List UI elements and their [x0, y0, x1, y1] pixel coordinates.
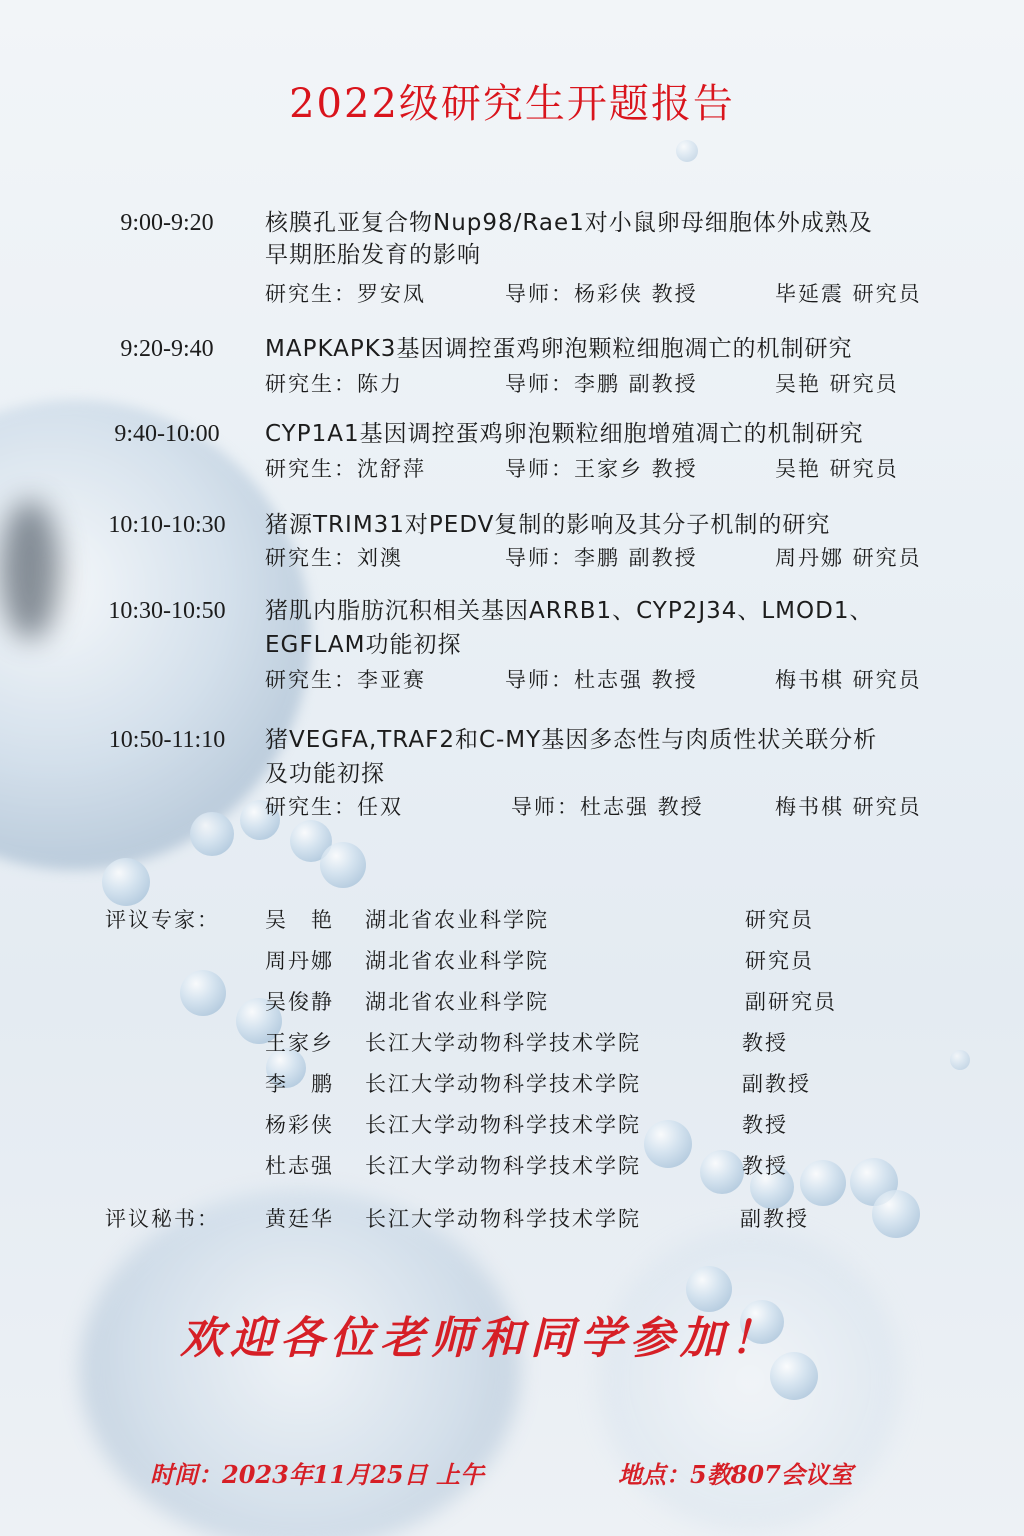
- expert-institution: 湖北省农业科学院: [365, 990, 549, 1014]
- session-title-line: 猪肌内脂肪沉积相关基因ARRB1、CYP2J34、LMOD1、: [265, 598, 874, 624]
- molecule-sphere: [320, 842, 366, 888]
- expert-title: 副研究员: [745, 990, 837, 1014]
- session-time: 10:50-11:10: [108, 727, 226, 753]
- session-title-line: CYP1A1基因调控蛋鸡卵泡颗粒细胞增殖凋亡的机制研究: [265, 421, 864, 447]
- session-people: [265, 664, 965, 698]
- expert-name: 吴 艳: [265, 908, 334, 932]
- event-location: 地点：5教807会议室: [618, 1460, 853, 1489]
- expert-name: 杨彩侠: [265, 1113, 334, 1137]
- expert-row: [0, 986, 1024, 1020]
- student: 研究生：刘澳: [265, 546, 403, 570]
- expert-name: 王家乡: [265, 1031, 334, 1055]
- expert-title: 研究员: [745, 908, 814, 932]
- student: 研究生：李亚赛: [265, 668, 426, 692]
- page-title: 2022级研究生开题报告: [289, 81, 735, 127]
- footer-info: [150, 1455, 950, 1495]
- molecule-sphere: [102, 858, 150, 906]
- expert-row: [0, 1068, 1024, 1102]
- secretary-label: 评议秘书：: [105, 1207, 220, 1231]
- expert-name: 李 鹏: [265, 1072, 334, 1096]
- event-time: 时间：2023年11月25日 上午: [150, 1460, 484, 1489]
- expert-row: [0, 1150, 1024, 1184]
- expert-name: 周丹娜: [265, 949, 334, 973]
- co-advisor: 周丹娜 研究员: [775, 546, 922, 570]
- session-people: [265, 453, 965, 487]
- expert-institution: 湖北省农业科学院: [365, 949, 549, 973]
- expert-institution: 湖北省农业科学院: [365, 908, 549, 932]
- advisor: 导师：李鹏 副教授: [505, 546, 698, 570]
- co-advisor: 吴艳 研究员: [775, 372, 899, 396]
- session-people: [265, 791, 965, 825]
- expert-title: 教授: [742, 1154, 788, 1178]
- expert-title: 教授: [742, 1113, 788, 1137]
- expert-row: [0, 1109, 1024, 1143]
- session-time: 9:20-9:40: [120, 336, 214, 362]
- session-title-line: 猪源TRIM31对PEDV复制的影响及其分子机制的研究: [265, 512, 831, 538]
- experts-label: 评议专家：: [105, 908, 220, 932]
- co-advisor: 梅书棋 研究员: [775, 795, 922, 819]
- session-time: 9:00-9:20: [120, 210, 214, 236]
- expert-institution: 长江大学动物科学技术学院: [365, 1072, 641, 1096]
- expert-title: 研究员: [745, 949, 814, 973]
- expert-institution: 长江大学动物科学技术学院: [365, 1031, 641, 1055]
- student: 研究生：任双: [265, 795, 403, 819]
- secretary-institution: 长江大学动物科学技术学院: [365, 1207, 641, 1231]
- session-title-line: 早期胚胎发育的影响: [265, 242, 481, 268]
- molecule-sphere: [190, 812, 234, 856]
- expert-name: 杜志强: [265, 1154, 334, 1178]
- molecule-sphere: [676, 140, 698, 162]
- background-blur-sphere: [0, 500, 60, 640]
- expert-institution: 长江大学动物科学技术学院: [365, 1113, 641, 1137]
- session-people: [265, 278, 965, 312]
- expert-title: 教授: [742, 1031, 788, 1055]
- welcome-message: 欢迎各位老师和同学参加！: [180, 1313, 780, 1364]
- session-people: [265, 368, 965, 402]
- session-time: 10:30-10:50: [108, 598, 226, 624]
- secretary-row: [0, 1203, 1024, 1237]
- advisor: 导师：王家乡 教授: [505, 457, 698, 481]
- expert-row: [0, 1027, 1024, 1061]
- session-title-line: 猪VEGFA,TRAF2和C-MY基因多态性与肉质性状关联分析: [265, 727, 878, 753]
- secretary-name: 黄廷华: [265, 1207, 334, 1231]
- co-advisor: 吴艳 研究员: [775, 457, 899, 481]
- advisor: 导师：杨彩侠 教授: [505, 282, 698, 306]
- session-title-line: EGFLAM功能初探: [265, 632, 462, 658]
- session-people: [265, 542, 965, 576]
- session-title-line: MAPKAPK3基因调控蛋鸡卵泡颗粒细胞凋亡的机制研究: [265, 336, 853, 362]
- expert-name: 吴俊静: [265, 990, 334, 1014]
- advisor: 导师：杜志强 教授: [511, 795, 704, 819]
- session-title-line: 及功能初探: [265, 761, 385, 787]
- advisor: 导师：杜志强 教授: [505, 668, 698, 692]
- co-advisor: 毕延震 研究员: [775, 282, 922, 306]
- session-time: 9:40-10:00: [114, 421, 220, 447]
- advisor: 导师：李鹏 副教授: [505, 372, 698, 396]
- expert-row: [0, 945, 1024, 979]
- expert-title: 副教授: [742, 1072, 811, 1096]
- expert-row: [0, 904, 1024, 938]
- session-title-line: 核膜孔亚复合物Nup98/Rae1对小鼠卵母细胞体外成熟及: [265, 210, 873, 236]
- session-time: 10:10-10:30: [108, 512, 226, 538]
- student: 研究生：陈力: [265, 372, 403, 396]
- student: 研究生：罗安凤: [265, 282, 426, 306]
- student: 研究生：沈舒萍: [265, 457, 426, 481]
- secretary-title: 副教授: [740, 1207, 809, 1231]
- co-advisor: 梅书棋 研究员: [775, 668, 922, 692]
- expert-institution: 长江大学动物科学技术学院: [365, 1154, 641, 1178]
